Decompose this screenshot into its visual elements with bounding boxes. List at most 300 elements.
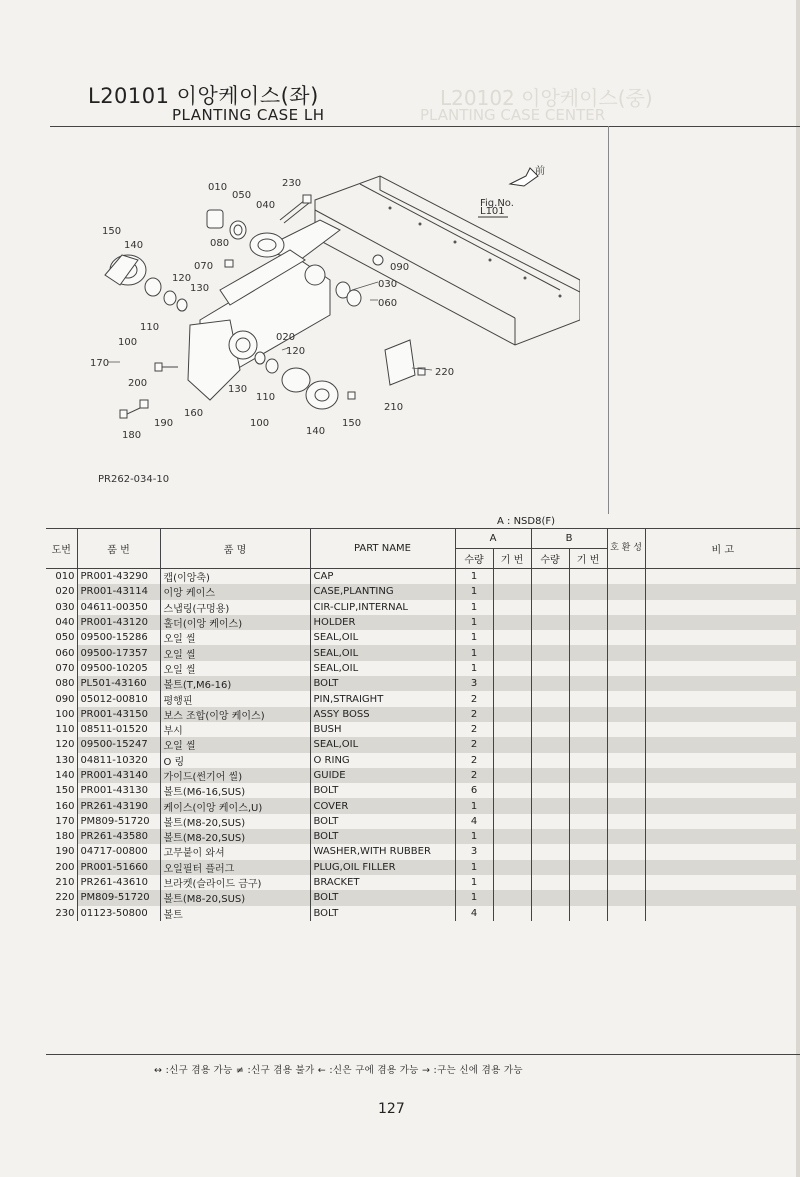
row-number: 080 [55, 678, 75, 690]
row-remarks [645, 707, 800, 722]
row-basic-a [493, 584, 531, 599]
row-quantity-a: 2 [455, 722, 493, 737]
row-number: 100 [55, 708, 75, 720]
row-compatibility [607, 569, 645, 585]
table-row [46, 875, 800, 890]
callout: 180 [122, 430, 142, 441]
row-basic-b [569, 691, 607, 706]
row-name-english: BOLT [310, 829, 455, 844]
exploded-parts-diagram [60, 140, 580, 500]
page-title: L20101 이앙케이스(좌) [88, 84, 319, 108]
header-remarks: 비 고 [645, 529, 800, 569]
row-basic-a [493, 906, 531, 921]
row-compatibility [607, 829, 645, 844]
table-row [46, 630, 800, 645]
bleed-through-title: L20102 이앙케이스(중) [440, 86, 653, 110]
row-basic-b [569, 722, 607, 737]
row-quantity-a: 4 [455, 906, 493, 921]
callout: 220 [435, 367, 455, 378]
row-quantity-a: 2 [455, 707, 493, 722]
row-number: 200 [55, 861, 75, 873]
callout: 100 [118, 337, 138, 348]
row-name-korean: 홀더(이앙 케이스) [160, 615, 310, 630]
row-compatibility [607, 906, 645, 921]
callout: 200 [128, 378, 148, 389]
row-number: 160 [55, 800, 75, 812]
row-name-english: BRACKET [310, 875, 455, 890]
row-part-number: PR001-51660 [77, 860, 160, 875]
row-quantity-a: 6 [455, 783, 493, 798]
row-part-number: PR261-43610 [77, 875, 160, 890]
callout: 050 [232, 190, 252, 201]
table-bottom-rule [46, 1054, 800, 1055]
row-basic-b [569, 875, 607, 890]
row-compatibility [607, 844, 645, 859]
row-quantity-b [531, 875, 569, 890]
row-remarks [645, 906, 800, 921]
row-name-korean: 볼트 [160, 906, 310, 921]
row-quantity-b [531, 906, 569, 921]
row-part-number: 09500-15286 [77, 630, 160, 645]
row-basic-b [569, 783, 607, 798]
row-compatibility [607, 707, 645, 722]
row-number: 070 [55, 662, 75, 674]
row-quantity-a: 1 [455, 890, 493, 905]
header-compat: 호 환 성 [607, 529, 645, 569]
row-quantity-b [531, 584, 569, 599]
row-number: 030 [55, 601, 75, 613]
row-basic-b [569, 661, 607, 676]
row-basic-a [493, 707, 531, 722]
row-basic-a [493, 676, 531, 691]
callout: 150 [342, 418, 362, 429]
row-number: 060 [55, 647, 75, 659]
row-number: 220 [55, 892, 75, 904]
row-basic-a [493, 875, 531, 890]
callout: 230 [282, 178, 302, 189]
row-quantity-b [531, 798, 569, 813]
beam-holes [389, 207, 562, 298]
row-number: 140 [55, 770, 75, 781]
row-basic-a [493, 630, 531, 645]
row-basic-b [569, 890, 607, 905]
row-compatibility [607, 661, 645, 676]
row-basic-b [569, 630, 607, 645]
row-quantity-b [531, 783, 569, 798]
row-name-korean: 케이스(이앙 케이스,U) [160, 798, 310, 813]
callout: 060 [378, 298, 398, 309]
header-no: 도번 [46, 529, 77, 569]
row-quantity-b [531, 630, 569, 645]
row-compatibility [607, 615, 645, 630]
row-part-number: 09500-15247 [77, 737, 160, 752]
row-number: 190 [55, 846, 75, 858]
row-quantity-b [531, 615, 569, 630]
table-row [46, 645, 800, 660]
row-number: 040 [55, 617, 75, 629]
table-row [46, 829, 800, 844]
row-number: 180 [55, 831, 75, 843]
row-part-number: PR001-43290 [77, 569, 160, 585]
row-number: 230 [55, 907, 75, 919]
row-remarks [645, 768, 800, 783]
row-remarks [645, 630, 800, 645]
front-direction-arrow [510, 168, 538, 186]
table-row [46, 584, 800, 599]
row-name-english: CAP [310, 569, 455, 585]
table-row [46, 860, 800, 875]
header-b-basic: 기 번 [569, 549, 607, 569]
row-quantity-b [531, 569, 569, 585]
row-basic-a [493, 645, 531, 660]
table-row [46, 890, 800, 905]
row-basic-a [493, 691, 531, 706]
row-name-english: CIR-CLIP,INTERNAL [310, 600, 455, 615]
row-remarks [645, 600, 800, 615]
row-name-korean: O 링 [160, 753, 310, 768]
row-basic-b [569, 768, 607, 783]
row-remarks [645, 676, 800, 691]
row-name-korean: 오일 씰 [160, 630, 310, 645]
row-remarks [645, 737, 800, 752]
bleed-through-subtitle: PLANTING CASE CENTER [420, 106, 606, 124]
row-name-korean: 고무붙이 와셔 [160, 844, 310, 859]
row-remarks [645, 829, 800, 844]
row-basic-a [493, 722, 531, 737]
row-quantity-b [531, 829, 569, 844]
row-name-english: O RING [310, 753, 455, 768]
row-number: 050 [55, 632, 75, 644]
row-basic-a [493, 753, 531, 768]
bracket-210 [385, 340, 415, 385]
bolt-230 [280, 195, 311, 223]
callout: 120 [286, 346, 306, 357]
row-compatibility [607, 875, 645, 890]
row-quantity-a: 1 [455, 661, 493, 676]
row-quantity-a: 1 [455, 829, 493, 844]
parts-list-body [46, 569, 800, 921]
callout: 040 [256, 200, 276, 211]
row-quantity-a: 2 [455, 753, 493, 768]
row-basic-a [493, 768, 531, 783]
row-basic-b [569, 569, 607, 585]
row-quantity-b [531, 707, 569, 722]
row-name-korean: 브라켓(슬라이드 금구) [160, 875, 310, 890]
row-part-number: PR001-43140 [77, 768, 160, 783]
callout: 130 [190, 283, 210, 294]
table-row [46, 707, 800, 722]
row-quantity-a: 1 [455, 600, 493, 615]
row-basic-b [569, 814, 607, 829]
row-basic-a [493, 829, 531, 844]
row-compatibility [607, 676, 645, 691]
table-row [46, 691, 800, 706]
row-number: 130 [55, 754, 75, 766]
row-compatibility [607, 691, 645, 706]
row-part-number: PR261-43190 [77, 798, 160, 813]
row-name-english: ASSY BOSS [310, 707, 455, 722]
row-basic-b [569, 753, 607, 768]
row-number: 170 [55, 815, 75, 827]
row-quantity-a: 3 [455, 844, 493, 859]
row-basic-b [569, 798, 607, 813]
header-name-kr: 품 명 [160, 529, 310, 569]
row-name-korean: 볼트(M8-20,SUS) [160, 829, 310, 844]
row-compatibility [607, 890, 645, 905]
row-quantity-a: 2 [455, 768, 493, 783]
row-part-number: PR001-43120 [77, 615, 160, 630]
diagram-image-code: PR262-034-10 [98, 474, 170, 485]
callout: 010 [208, 182, 228, 193]
row-quantity-b [531, 661, 569, 676]
callout: 170 [90, 358, 110, 369]
row-remarks [645, 722, 800, 737]
row-part-number: 04717-00800 [77, 844, 160, 859]
row-quantity-a: 1 [455, 860, 493, 875]
row-number: 110 [55, 724, 75, 736]
row-name-korean: 이앙 케이스 [160, 584, 310, 599]
cap-and-seal [207, 210, 246, 239]
row-remarks [645, 890, 800, 905]
frame-beam [315, 176, 580, 345]
row-basic-b [569, 584, 607, 599]
row-basic-b [569, 707, 607, 722]
row-remarks [645, 844, 800, 859]
table-row [46, 798, 800, 813]
row-part-number: PR001-43150 [77, 707, 160, 722]
header-name-en: PART NAME [310, 529, 455, 569]
row-basic-b [569, 860, 607, 875]
row-name-english: SEAL,OIL [310, 661, 455, 676]
row-basic-a [493, 798, 531, 813]
row-quantity-a: 1 [455, 875, 493, 890]
row-number: 150 [55, 785, 75, 797]
row-compatibility [607, 753, 645, 768]
row-name-english: CASE,PLANTING [310, 584, 455, 599]
row-remarks [645, 569, 800, 585]
row-part-number: PL501-43160 [77, 676, 160, 691]
row-compatibility [607, 584, 645, 599]
row-remarks [645, 691, 800, 706]
page-subtitle: PLANTING CASE LH [172, 106, 325, 124]
row-basic-b [569, 844, 607, 859]
row-name-english: GUIDE [310, 768, 455, 783]
row-number: 120 [55, 739, 75, 751]
row-basic-a [493, 661, 531, 676]
row-basic-b [569, 600, 607, 615]
table-row [46, 814, 800, 829]
row-name-english: WASHER,WITH RUBBER [310, 844, 455, 859]
table-row [46, 661, 800, 676]
row-quantity-b [531, 768, 569, 783]
row-name-korean: 볼트(T,M6-16) [160, 676, 310, 691]
row-name-korean: 오일 씰 [160, 737, 310, 752]
callout: 030 [378, 279, 398, 290]
row-part-number: PM809-51720 [77, 814, 160, 829]
row-basic-a [493, 569, 531, 585]
row-quantity-a: 4 [455, 814, 493, 829]
row-part-number: PR001-43130 [77, 783, 160, 798]
row-name-english: SEAL,OIL [310, 630, 455, 645]
row-remarks [645, 814, 800, 829]
table-row [46, 569, 800, 585]
row-quantity-b [531, 691, 569, 706]
row-name-english: PIN,STRAIGHT [310, 691, 455, 706]
row-quantity-b [531, 676, 569, 691]
row-compatibility [607, 630, 645, 645]
row-remarks [645, 875, 800, 890]
row-name-english: BOLT [310, 906, 455, 921]
row-remarks [645, 783, 800, 798]
row-name-english: SEAL,OIL [310, 737, 455, 752]
callout: 080 [210, 238, 230, 249]
row-compatibility [607, 860, 645, 875]
row-name-korean: 스냅링(구멍용) [160, 600, 310, 615]
callout: 210 [384, 402, 404, 413]
row-name-korean: 오일필터 플러그 [160, 860, 310, 875]
table-row [46, 753, 800, 768]
callout: 090 [390, 262, 410, 273]
table-row [46, 844, 800, 859]
row-name-english: PLUG,OIL FILLER [310, 860, 455, 875]
row-name-english: BOLT [310, 676, 455, 691]
row-part-number: 01123-50800 [77, 906, 160, 921]
row-quantity-a: 1 [455, 569, 493, 585]
row-remarks [645, 753, 800, 768]
page-number: 127 [378, 1101, 405, 1117]
row-basic-a [493, 600, 531, 615]
model-applicability-note: A : NSD8(F) [497, 516, 556, 527]
row-name-korean: 볼트(M6-16,SUS) [160, 783, 310, 798]
row-name-korean: 보스 조합(이앙 케이스) [160, 707, 310, 722]
callout: 150 [102, 226, 122, 237]
table-row [46, 722, 800, 737]
table-row [46, 676, 800, 691]
row-quantity-a: 3 [455, 676, 493, 691]
row-basic-b [569, 737, 607, 752]
row-name-english: BOLT [310, 814, 455, 829]
row-number: 010 [55, 571, 75, 583]
row-name-korean: 부시 [160, 722, 310, 737]
row-basic-a [493, 783, 531, 798]
row-remarks [645, 584, 800, 599]
callout: 110 [256, 392, 276, 403]
row-quantity-b [531, 645, 569, 660]
row-basic-b [569, 676, 607, 691]
row-basic-a [493, 860, 531, 875]
front-direction-label: 前 [535, 166, 545, 177]
row-quantity-b [531, 737, 569, 752]
table-row [46, 783, 800, 798]
row-basic-a [493, 737, 531, 752]
row-remarks [645, 661, 800, 676]
row-name-korean: 캡(이앙축) [160, 569, 310, 585]
row-part-number: 09500-17357 [77, 645, 160, 660]
table-row [46, 768, 800, 783]
callout: 160 [184, 408, 204, 419]
row-basic-a [493, 814, 531, 829]
callout: 140 [124, 240, 144, 251]
row-quantity-a: 1 [455, 584, 493, 599]
callout: 070 [194, 261, 214, 272]
row-part-number: 04611-00350 [77, 600, 160, 615]
row-name-english: HOLDER [310, 615, 455, 630]
row-number: 020 [55, 586, 75, 598]
callout: 100 [250, 418, 270, 429]
row-part-number: 08511-01520 [77, 722, 160, 737]
row-remarks [645, 645, 800, 660]
fig-label: Fig.No. [480, 198, 514, 209]
header-group-b: B [531, 529, 607, 549]
row-quantity-a: 2 [455, 737, 493, 752]
row-part-number: PR001-43114 [77, 584, 160, 599]
row-name-korean: 오일 씰 [160, 645, 310, 660]
row-part-number: PM809-51720 [77, 890, 160, 905]
row-name-korean: 볼트(M8-20,SUS) [160, 890, 310, 905]
row-quantity-b [531, 844, 569, 859]
table-row [46, 615, 800, 630]
row-basic-b [569, 906, 607, 921]
header-a-qty: 수량 [455, 549, 493, 569]
header-part-no: 품 번 [77, 529, 160, 569]
row-remarks [645, 615, 800, 630]
diagram-divider [608, 126, 609, 514]
row-basic-a [493, 615, 531, 630]
row-compatibility [607, 737, 645, 752]
row-part-number: PR261-43580 [77, 829, 160, 844]
row-quantity-a: 1 [455, 630, 493, 645]
row-name-english: COVER [310, 798, 455, 813]
row-number: 210 [55, 877, 75, 889]
row-remarks [645, 860, 800, 875]
row-compatibility [607, 783, 645, 798]
row-quantity-a: 1 [455, 615, 493, 630]
fig-number: L101 [480, 206, 505, 217]
table-row [46, 906, 800, 921]
table-row [46, 600, 800, 615]
row-basic-a [493, 844, 531, 859]
callout: 110 [140, 322, 160, 333]
row-name-english: BOLT [310, 890, 455, 905]
row-number: 090 [55, 693, 75, 705]
row-quantity-b [531, 722, 569, 737]
callout: 130 [228, 384, 248, 395]
callout: 120 [172, 273, 192, 284]
row-part-number: 05012-00810 [77, 691, 160, 706]
callout: 140 [306, 426, 326, 437]
row-quantity-b [531, 814, 569, 829]
row-basic-b [569, 829, 607, 844]
row-name-korean: 볼트(M8-20,SUS) [160, 814, 310, 829]
callout: 190 [154, 418, 174, 429]
row-part-number: 09500-10205 [77, 661, 160, 676]
row-basic-b [569, 615, 607, 630]
row-basic-a [493, 890, 531, 905]
row-quantity-a: 1 [455, 798, 493, 813]
row-quantity-b [531, 753, 569, 768]
row-name-korean: 가이드(썬기어 씰) [160, 768, 310, 783]
row-quantity-b [531, 860, 569, 875]
row-name-korean: 평행핀 [160, 691, 310, 706]
row-quantity-a: 2 [455, 691, 493, 706]
row-part-number: 04811-10320 [77, 753, 160, 768]
row-compatibility [607, 722, 645, 737]
row-basic-b [569, 645, 607, 660]
parts-list-table [46, 528, 800, 921]
title-rule [50, 126, 800, 127]
header-b-qty: 수량 [531, 549, 569, 569]
row-name-korean: 오일 씰 [160, 661, 310, 676]
